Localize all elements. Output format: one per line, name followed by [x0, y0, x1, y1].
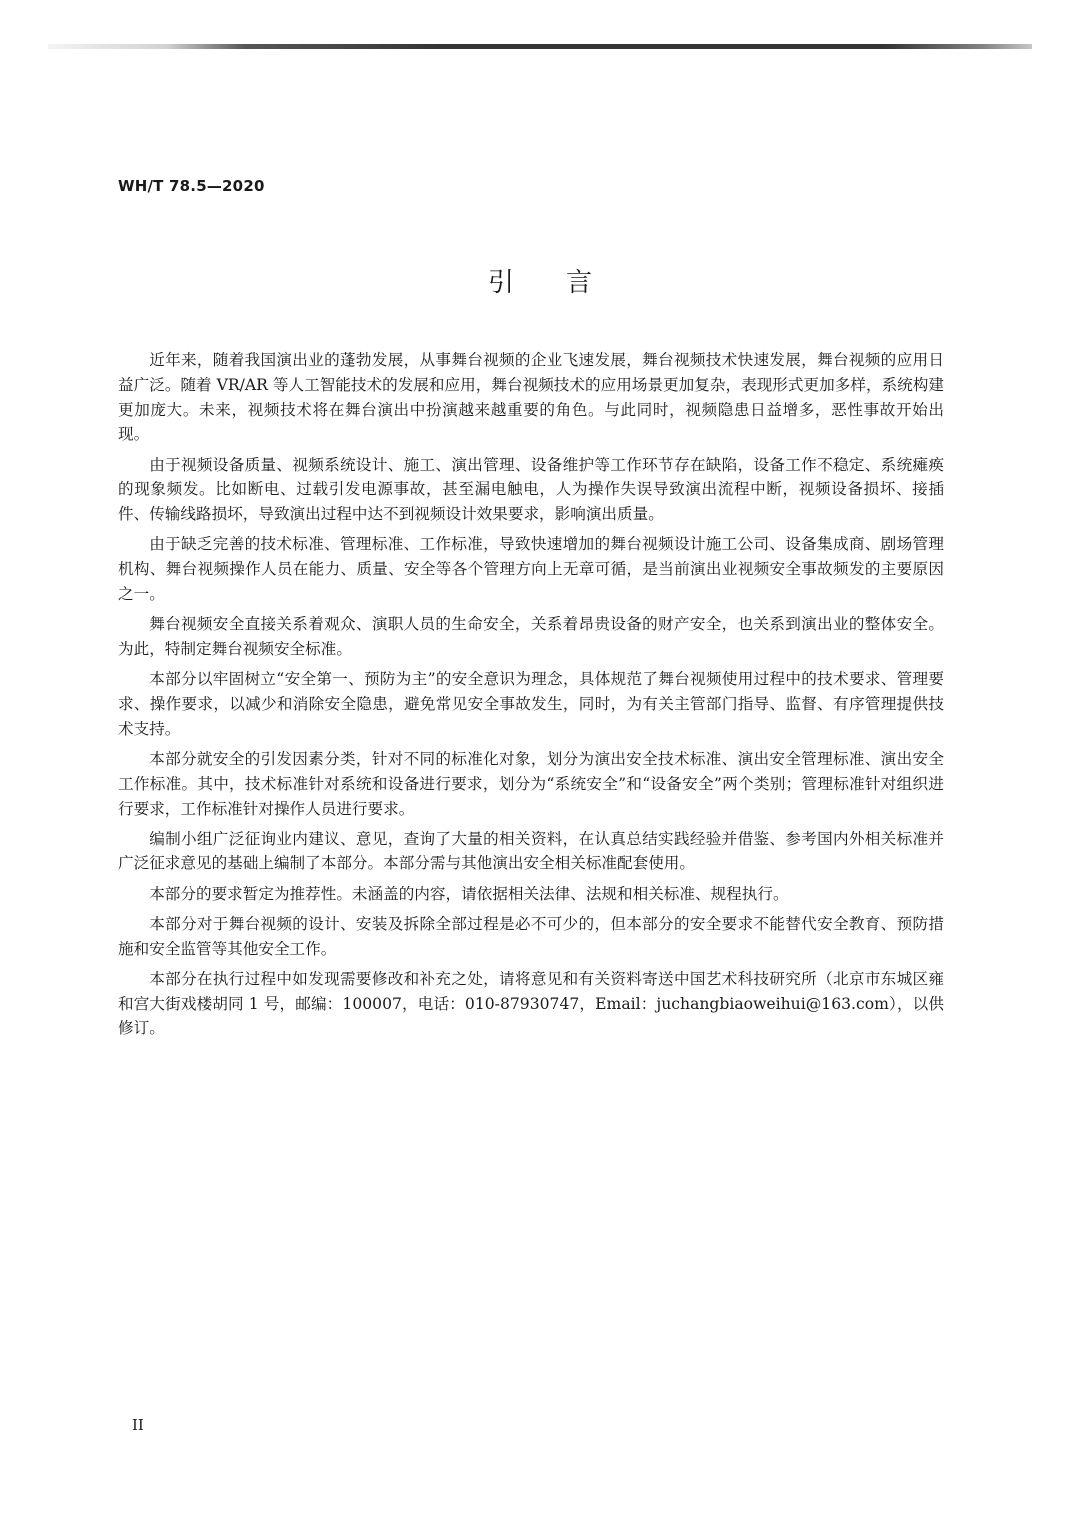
paragraph-8: 本部分的要求暂定为推荐性。未涵盖的内容，请依据相关法律、法规和相关标准、规程执行。	[149, 884, 789, 903]
paragraph-4: 舞台视频安全直接关系着观众、演职人员的生命安全，关系着昂贵设备的财产安全，也关系到演出业的整体安全。为此，特制定舞台视频安全标准。	[118, 615, 944, 658]
section-title: 引言	[487, 268, 644, 298]
page-number: II	[132, 1416, 144, 1434]
paragraph-1: 近年来，随着我国演出业的蓬勃发展，从事舞台视频的企业飞速发展，舞台视频技术快速发展，舞台视频的应用日益广泛。随着 VR/AR 等人工智能技术的发展和应用，舞台视频技术的应用场景更加复杂，表现形式更加多样，系统构建更加庞大。未来，视频技术将在舞台演出中扮演越来越重要的角色。与此同时，视频隐患日益增多，恶性事故开始出现。	[118, 351, 944, 444]
paragraph-3: 由于缺乏完善的技术标准、管理标准、工作标准，导致快速增加的舞台视频设计施工公司、设备集成商、剧场管理机构、舞台视频操作人员在能力、质量、安全等各个管理方向上无章可循，是当前演出业视频安全事故频发的主要原因之一。	[118, 535, 944, 603]
paragraph-7: 编制小组广泛征询业内建议、意见，查询了大量的相关资料，在认真总结实践经验并借鉴、参考国内外相关标准并广泛征求意见的基础上编制了本部分。本部分需与其他演出安全相关标准配套使用。	[118, 829, 944, 873]
paragraph-10: 本部分在执行过程中如发现需要修改和补充之处，请将意见和有关资料寄送中国艺术科技研究所（北京市东城区雍和宫大街戏楼胡同 1 号，邮编：100007，电话：010-87930747，Email：juchangbiaoweihui@163.com），以供修订。	[118, 969, 944, 1038]
paragraph-2: 由于视频设备质量、视频系统设计、施工、演出管理、设备维护等工作环节存在缺陷，设备工作不稳定、系统瘫痪的现象频发。比如断电、过载引发电源事故，甚至漏电触电，人为操作失误导致演出流程中断，视频设备损坏、接插件、传输线路损坏，导致演出过程中达不到视频设计效果要求，影响演出质量。	[118, 455, 944, 524]
paragraph-6: 本部分就安全的引发因素分类，针对不同的标准化对象，划分为演出安全技术标准、演出安全管理标准、演出安全工作标准。其中，技术标准针对系统和设备进行要求，划分为“系统安全”和“设备安全”两个类别；管理标准针对组织进行要求，工作标准针对操作人员进行要求。	[118, 749, 944, 818]
document-code: WH/T 78.5—2020	[118, 177, 265, 195]
header-rule	[48, 44, 1032, 49]
paragraph-5: 本部分以牢固树立“安全第一、预防为主”的安全意识为理念，具体规范了舞台视频使用过程中的技术要求、管理要求、操作要求，以减少和消除安全隐患，避免常见安全事故发生，同时，为有关主管部门指导、监督、有序管理提供技术支持。	[118, 670, 944, 738]
paragraph-9: 本部分对于舞台视频的设计、安装及拆除全部过程是必不可少的，但本部分的安全要求不能替代安全教育、预防措施和安全监管等其他安全工作。	[118, 914, 944, 958]
introduction-body	[118, 348, 944, 1047]
